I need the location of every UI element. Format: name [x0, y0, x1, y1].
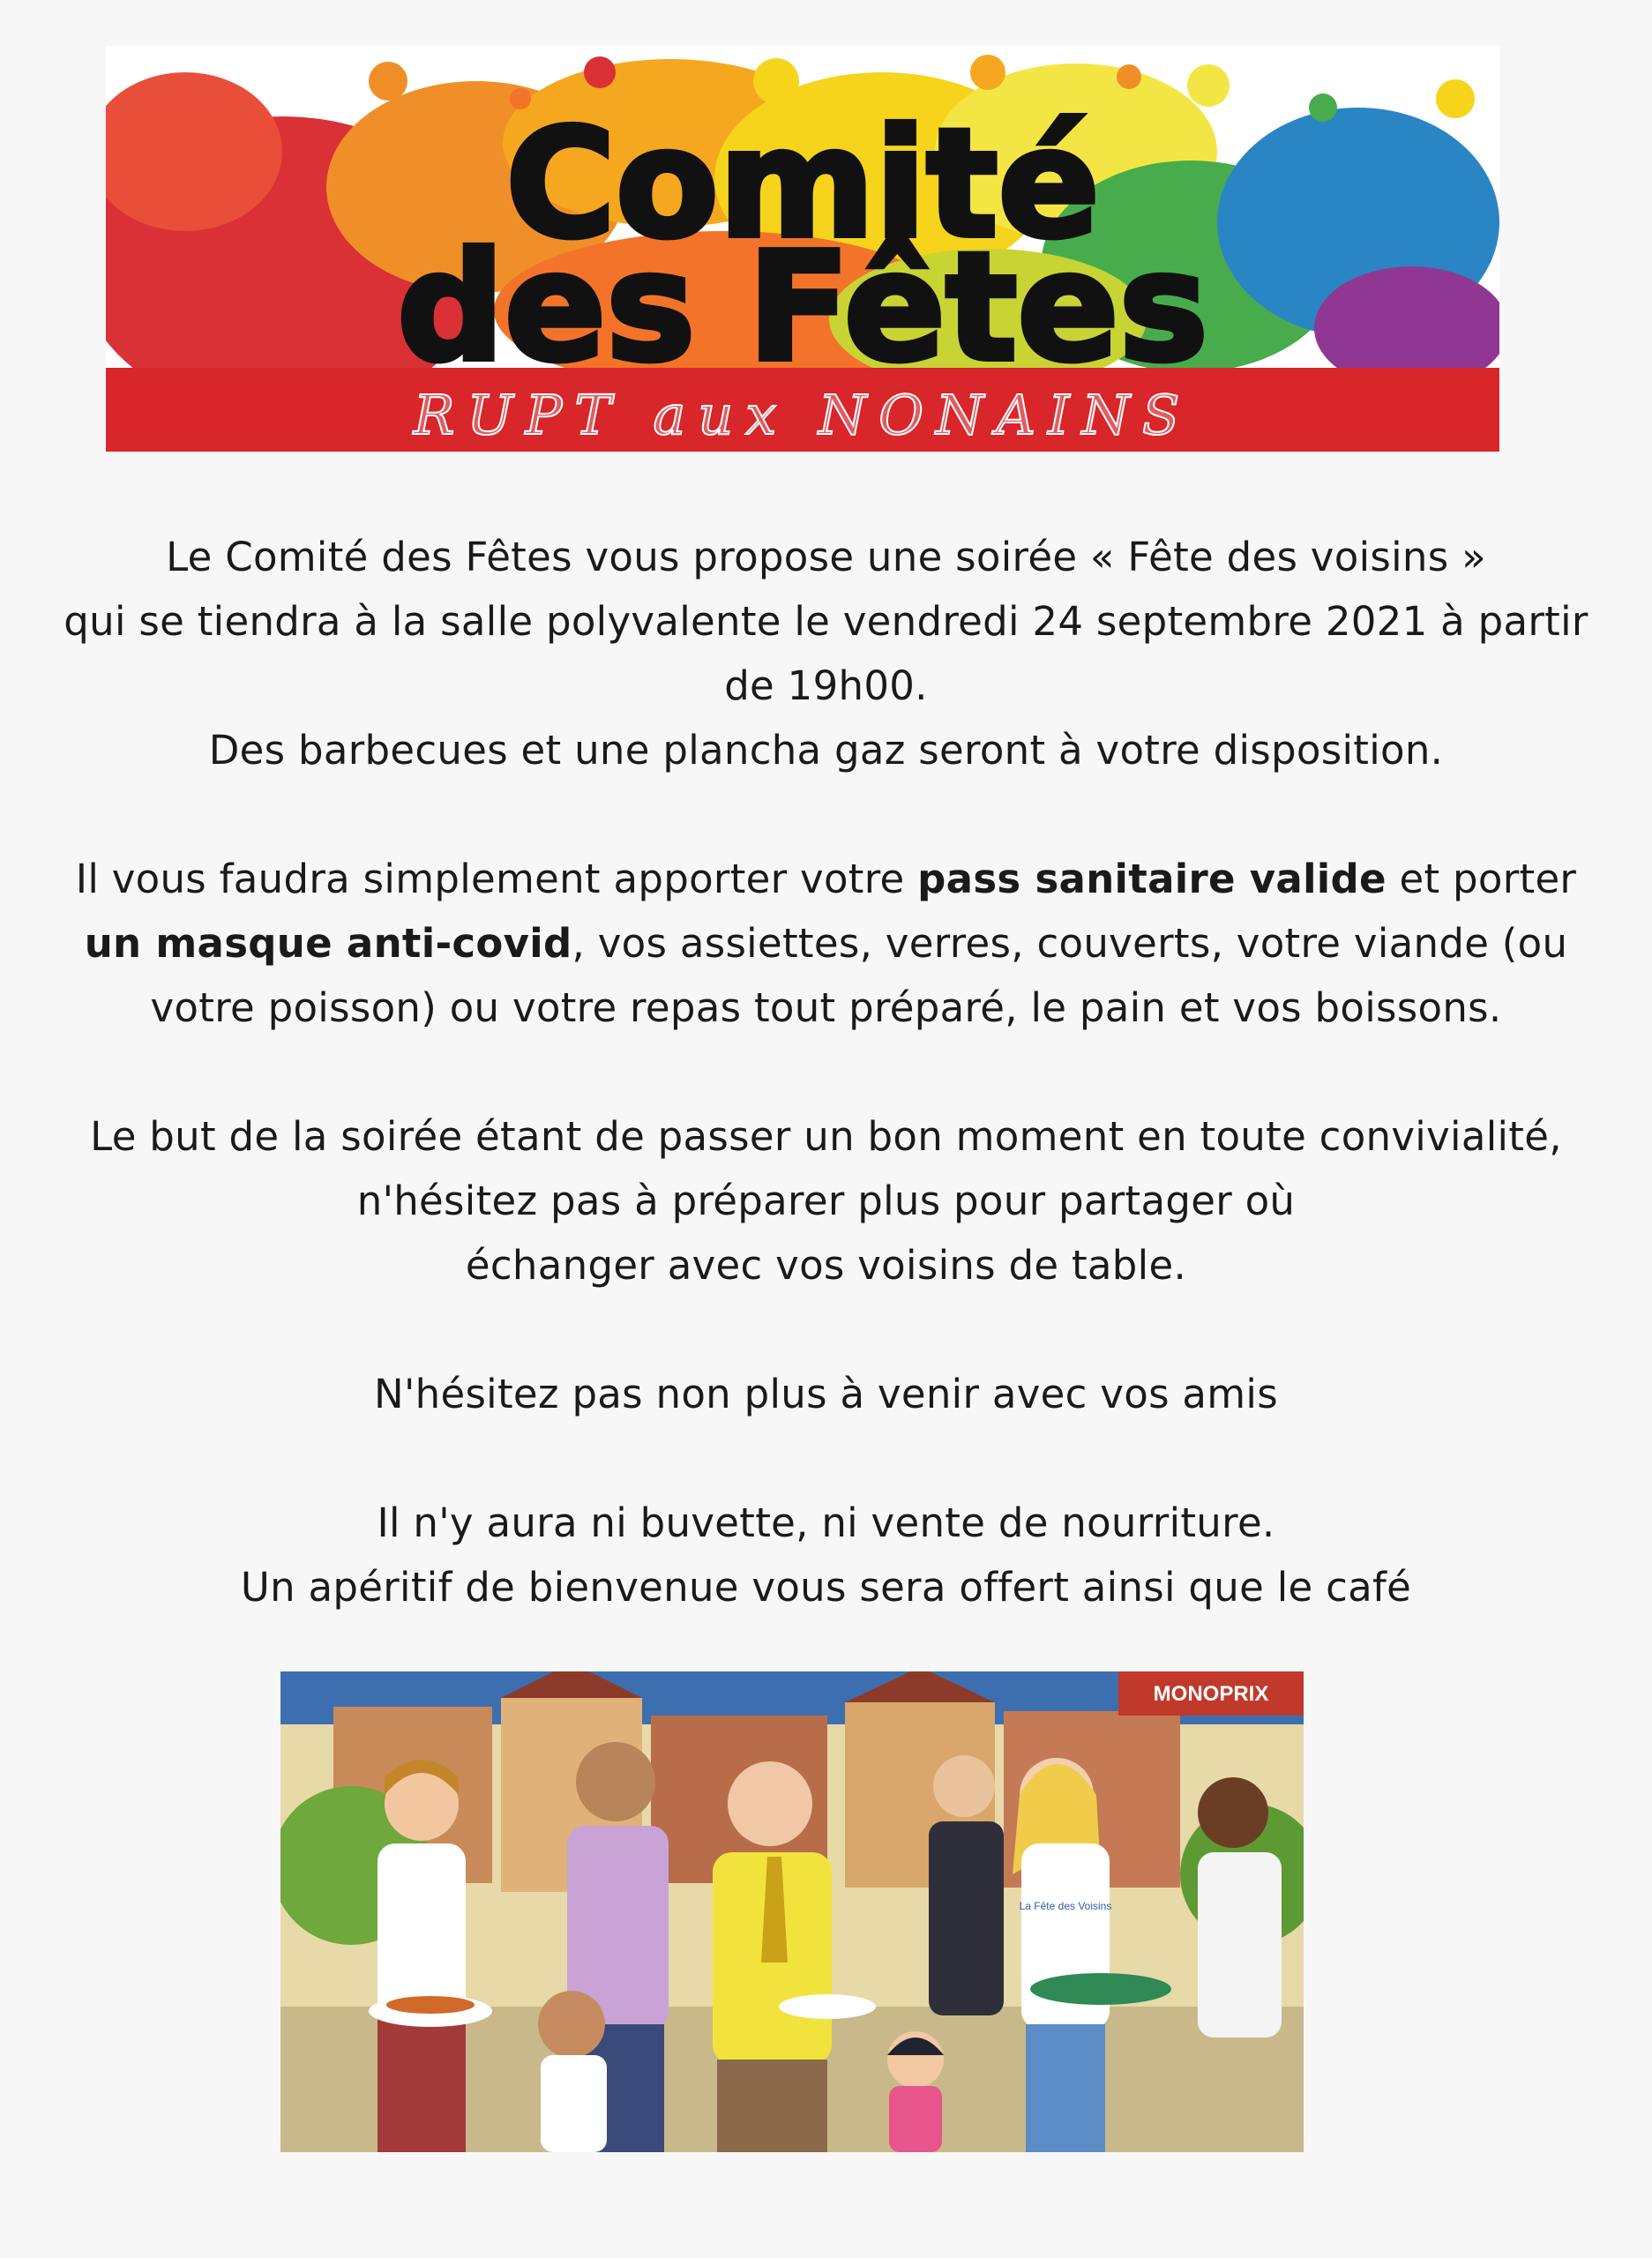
p5-line2: Un apéritif de bienvenue vous sera offert ainsi que le café	[240, 1564, 1412, 1611]
neighbours-party-illustration	[280, 1671, 1304, 2152]
announcement-text	[0, 525, 1652, 1619]
p1-line1: Le Comité des Fêtes vous propose une soirée « Fête des voisins »	[166, 534, 1486, 580]
banner-subtitle: RUPT aux NONAINS	[413, 383, 1192, 447]
p1-line4: Des barbecues et une plancha gaz seront à votre disposition.	[208, 727, 1444, 774]
p5-line1: Il n'y aura ni buvette, ni vente de nourriture.	[377, 1499, 1275, 1546]
p1-line2: qui se tiendra à la salle polyvalente le vendredi 24 septembre 2021 à partir	[64, 598, 1588, 645]
banner-title-line2: des Fêtes	[397, 221, 1208, 395]
comite-des-fetes-logo-banner	[106, 46, 1499, 452]
p3-line2: n'hésitez pas à préparer plus pour partager où	[356, 1178, 1296, 1224]
p2-line1: Il vous faudra simplement apporter votre pass sanitaire valide et porter	[75, 856, 1577, 902]
shirt-text: La Fête des Voisins	[1019, 1900, 1112, 1912]
p3-line1: Le but de la soirée étant de passer un bon moment en toute convivialité,	[90, 1113, 1562, 1160]
p4-line1: N'hésitez pas non plus à venir avec vos amis	[374, 1371, 1278, 1417]
p1-line3: de 19h00.	[724, 662, 928, 709]
shop-sign-text: MONOPRIX	[1153, 1682, 1269, 1706]
masque-emphasis: un masque anti-covid	[84, 920, 572, 967]
p2-line2: un masque anti-covid, vos assiettes, verres, couverts, votre viande (ou	[84, 920, 1568, 967]
banner-title-line1: Comité	[505, 97, 1100, 272]
p3-line3: échanger avec vos voisins de table.	[465, 1242, 1187, 1289]
p2-line3: votre poisson) ou votre repas tout préparé, le pain et vos boissons.	[150, 984, 1502, 1031]
pass-sanitaire-emphasis: pass sanitaire valide	[917, 856, 1387, 902]
